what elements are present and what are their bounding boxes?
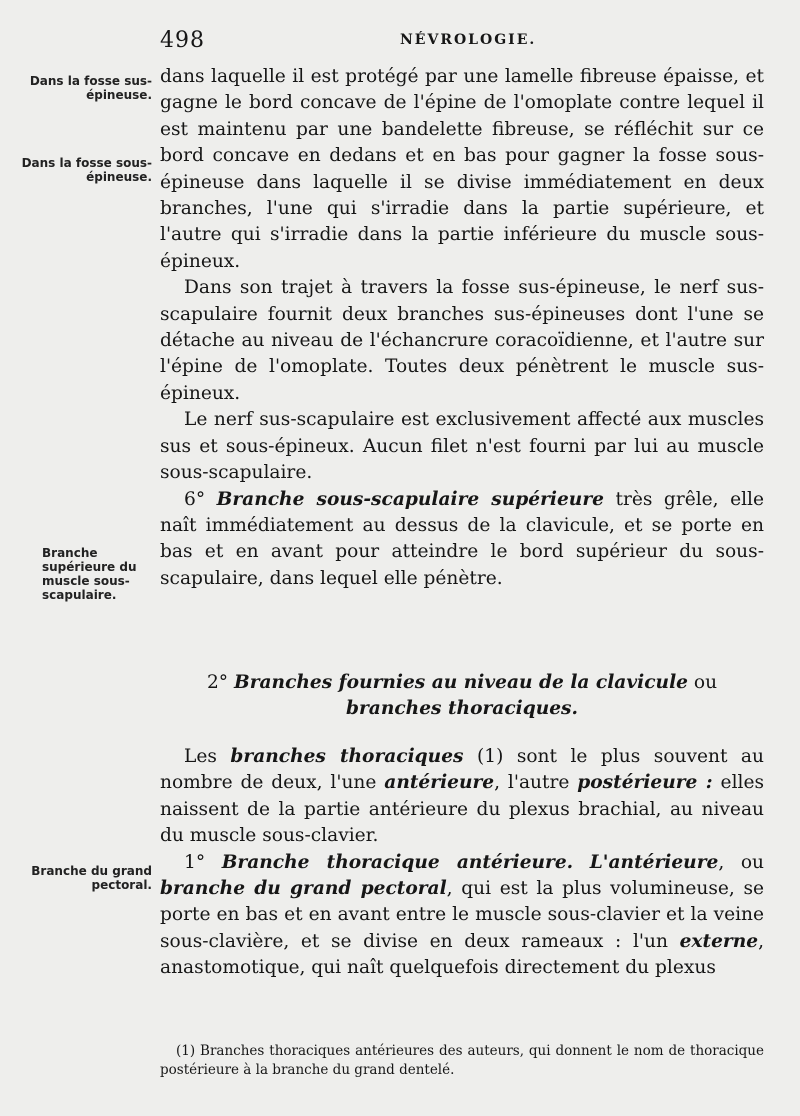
page-number: 498 [160, 28, 205, 53]
paragraph-2: Dans son trajet à travers la fosse sus-épineuse, le nerf sus-scapulaire fournit deux branches sus-épineuses dont l'une se détache au niveau de l'échancrure coracoïdienne, et l'autre sur l'épine de l'omoplate. Toutes deux pénètrent le muscle sus-épineux. [160, 277, 764, 404]
p5-term-branches: branches thoraciques [230, 746, 464, 767]
p5-text-c: (1) sont le plus souvent au nombre de deux, l'une [160, 746, 764, 794]
paragraph-1: dans laquelle il est protégé par une lamelle fibreuse épaisse, et gagne le bord concave de l'épine de l'omoplate contre lequel il est maintenu par une bandelette fibreuse, se réfléchit sur ce bord concave en dedans et en bas pour gagner la fosse sous-épineuse dans laquelle il se divise immédiatement en deux branches, l'une qui s'irradie dans la partie supérieure, et l'autre qui s'irradie dans la partie inférieure du muscle sous-épineux. [160, 66, 764, 272]
p6-term-externe: externe [679, 930, 759, 952]
p5-text-e: , l'autre [494, 772, 578, 794]
paragraph-5 [160, 744, 764, 850]
paragraph-4 [160, 487, 764, 593]
p5-text-g: elles naissent de la partie antérieure du plexus brachial, au niveau du muscle sous-clavier. [160, 772, 765, 847]
margin-note-sus-epineuse: Dans la fosse sus-épineuse. [29, 74, 152, 102]
footnote [160, 1042, 764, 1080]
p6-text-e: , ou [718, 851, 764, 873]
paragraph-3: Le nerf sus-scapulaire est exclusivement affecté aux muscles sus et sous-épineux. Aucun filet n'est fourni par lui au muscle sous-scapulaire. [160, 409, 764, 484]
p4-heading: Branche sous-scapulaire supérieure [216, 488, 604, 510]
p5-term-anterieure: antérieure [384, 772, 495, 794]
running-title: NÉVROLOGIE. [400, 32, 537, 48]
page-header [0, 28, 800, 58]
p6-term-grand-pectoral: branche du grand pectoral [160, 878, 447, 900]
margin-note-sous-epineuse: Dans la fosse sous-épineuse. [21, 156, 152, 184]
section-title-part1: Branches fournies au niveau de la clavicule [233, 672, 688, 693]
p6-text-i: , anastomotique, qui naît quelquefois directement du plexus [160, 930, 764, 979]
p6-number: 1° [184, 851, 222, 873]
main-text-upper [160, 64, 764, 592]
p5-term-posterieure: postérieure : [577, 772, 713, 794]
p5-text-a: Les [184, 746, 231, 767]
p6-heading: Branche thoracique antérieure. [221, 851, 574, 873]
margin-note-grand-pectoral: Branche du grand pectoral. [31, 864, 152, 892]
p4-text: très grêle, elle naît immédiatement au dessus de la clavicule, et se porte en bas et en avant pour atteindre le bord supérieur du sous-scapulaire, dans lequel elle pénètre. [160, 488, 764, 589]
p4-number: 6° [184, 488, 217, 510]
margin-note-sous-scapulaire: Branche supérieure du muscle sous-scapulaire. [42, 546, 137, 602]
p6-text-g: , qui est la plus volumineuse, se porte en bas et en avant entre le muscle sous-clavier et la veine sous-clavière, et se divise en deux rameaux : l'un [160, 878, 764, 952]
section-heading [160, 670, 764, 722]
section-number: 2° [206, 672, 234, 693]
footnote-text: (1) Branches thoraciques antérieures des auteurs, qui donnent le nom de thoracique postérieure à la branche du grand dentelé. [160, 1043, 764, 1078]
paragraph-6 [160, 850, 764, 982]
p6-space [573, 852, 590, 873]
p6-term-anterieure: L'antérieure [589, 851, 719, 873]
section-title-part2: branches thoraciques. [345, 698, 578, 719]
section-title-connector: ou [687, 672, 718, 693]
main-text-lower [160, 744, 764, 982]
